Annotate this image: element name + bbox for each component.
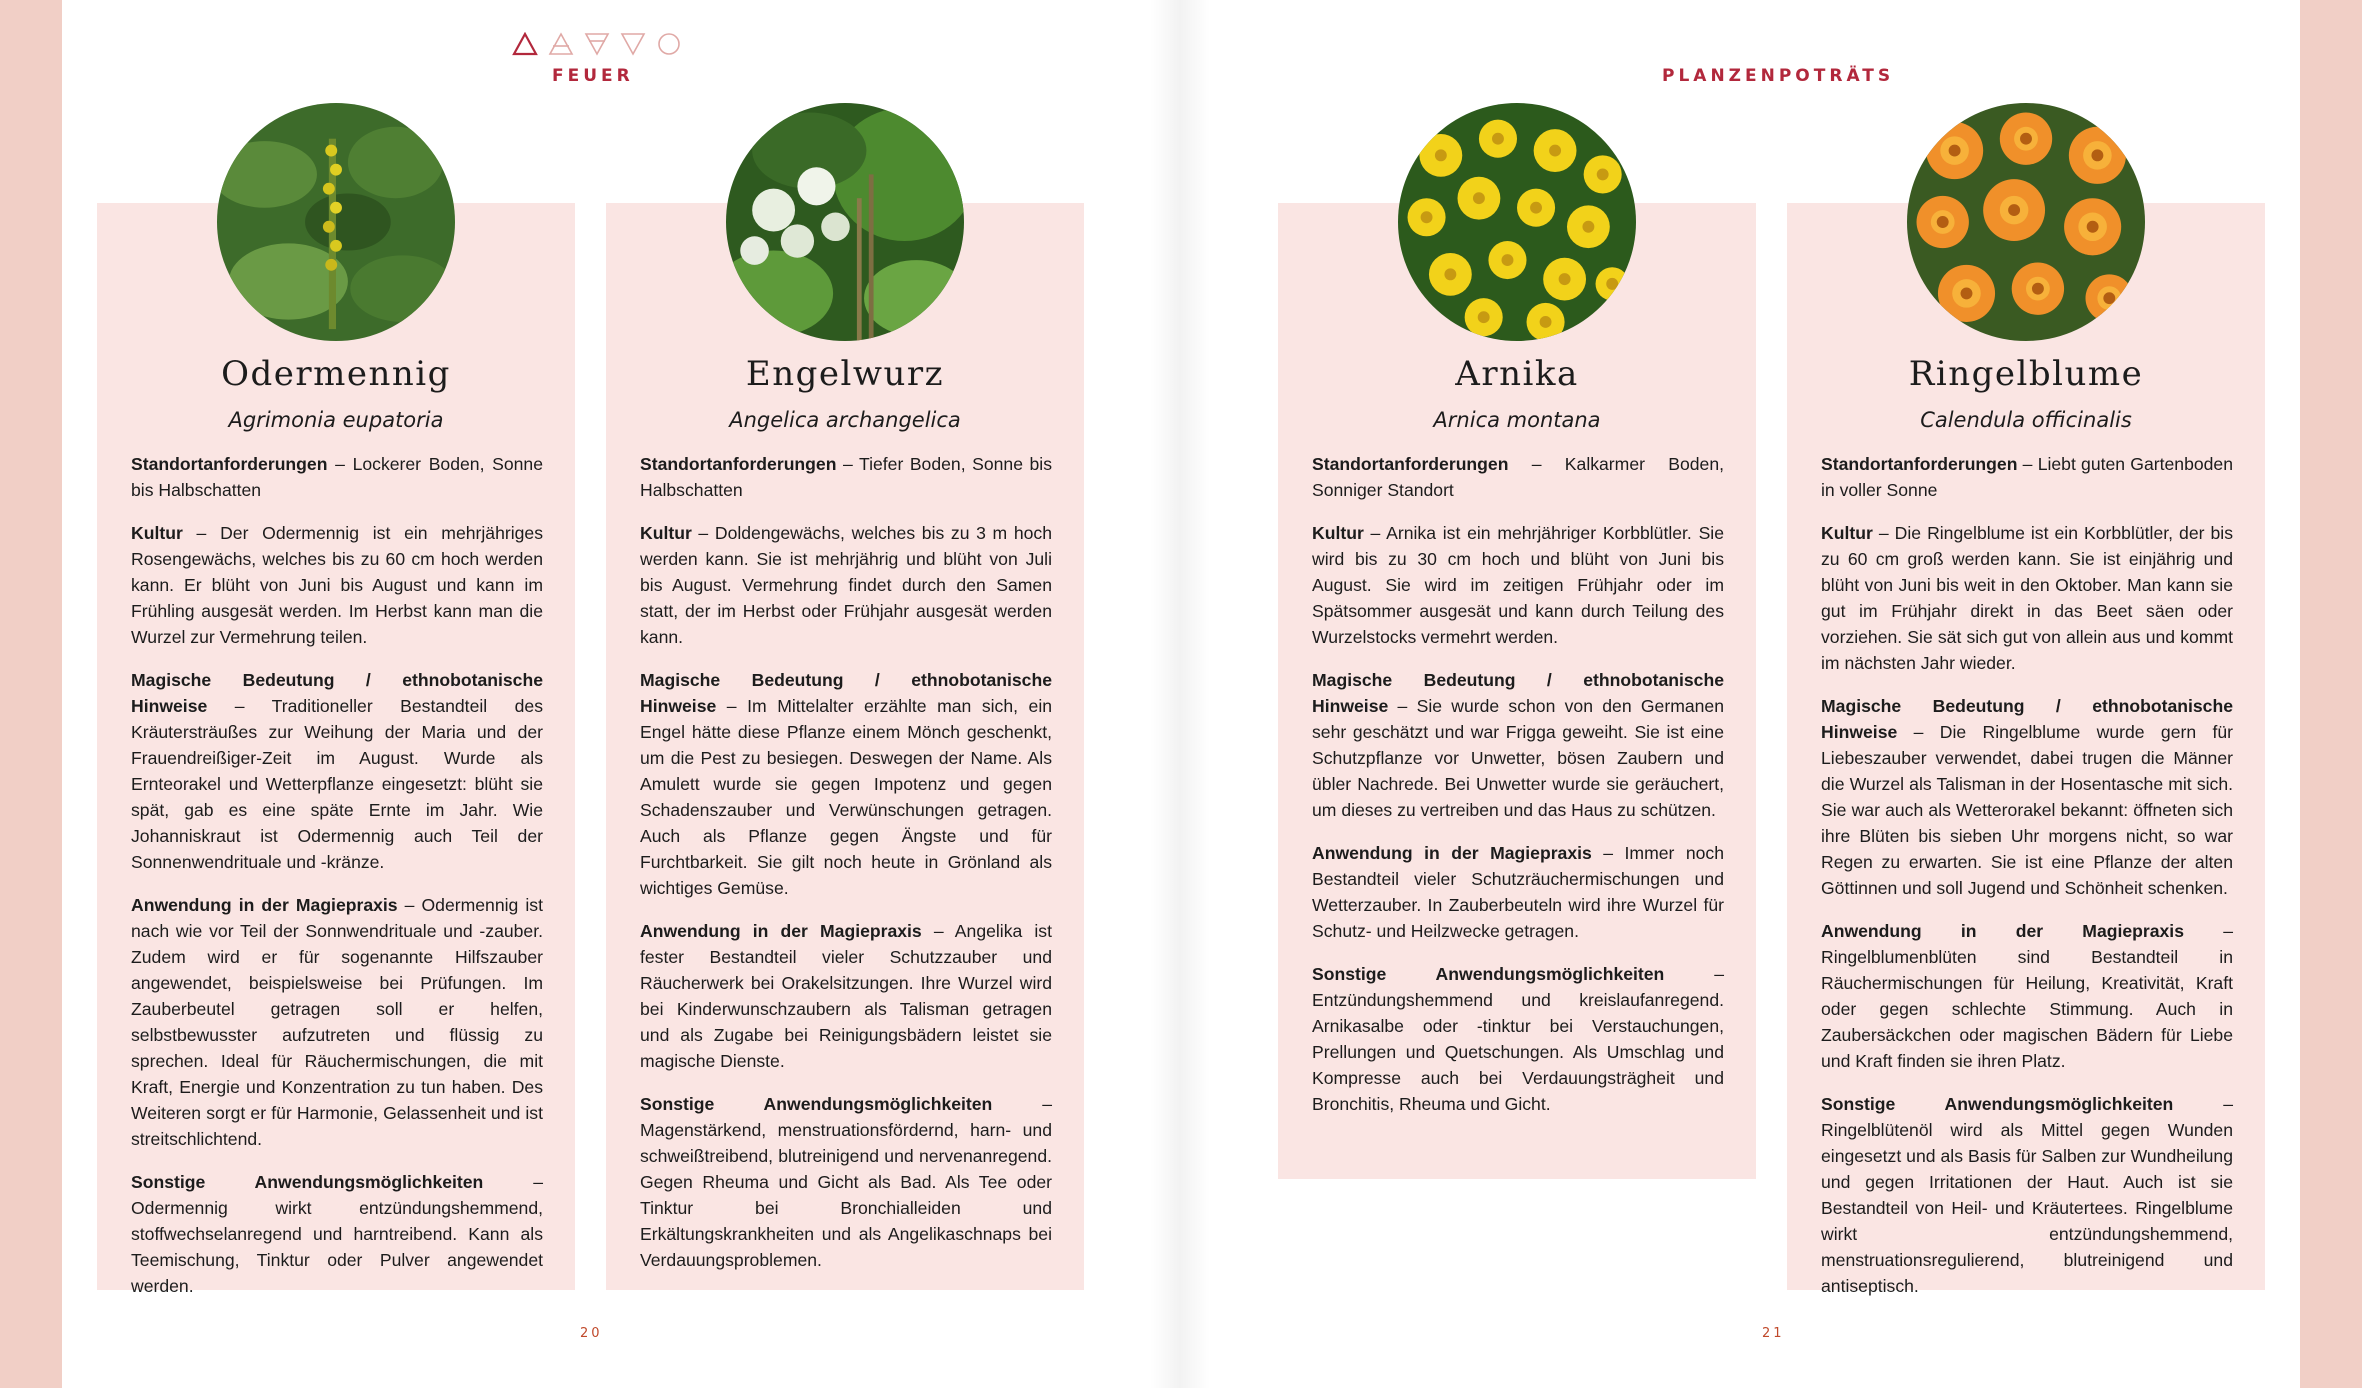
angelica-photo xyxy=(726,103,964,341)
section-standort: Standortanforderungen – Kalkarmer Boden, Sonniger Standort xyxy=(1312,454,1724,500)
section-anwendung: Anwendung in der Magiepraxis – Immer noch Bestandteil vieler Schutzräuchermischungen und Wetterzauber. In Zauberbeuteln wird ihre Wurzel für Schutz- und Heilzwecke getragen. xyxy=(1312,843,1724,941)
spirit-circle-icon xyxy=(656,32,682,56)
section-sonstige: Sonstige Anwendungsmöglichkeiten – Magenstärkend, menstruationsfördernd, harn- und schweißtreibend, blutreinigend und nervenanregend. Gegen Rheuma und Gicht als Bad. Als Tee oder Tinktur bei Bronchialleiden und Erkältungskrankheiten und als Angelikaschnaps bei Verdauungsproblemen. xyxy=(640,1094,1052,1270)
section-anwendung: Anwendung in der Magiepraxis – Ringelblumenblüten sind Bestandteil in Räuchermischungen für Heilung, Kreativität, Kraft oder gegen schlechte Stimmung. Auch in Zaubersäckchen oder magischen Bädern für Liebe und Kraft finden sie ihren Platz. xyxy=(1821,921,2233,1071)
plant-name: Arnika xyxy=(1455,354,1579,394)
section-title-left: FEUER xyxy=(552,66,634,86)
section-magische-bedeutung: Magische Bedeutung / ethnobotanische Hinweise – Traditioneller Bestandteil des Kräutersträußes zur Weihung der Maria und der Frauendreißiger-Zeit im August. Wurde als Ernteorakel und Wetterpflanze eingesetzt: blüht sie spät, gab es eine späte Ernte im Jahr. Wie Johanniskraut ist Odermennig auch Teil der Sonnenwendrituale und -kränze. xyxy=(131,670,543,872)
section-sonstige: Sonstige Anwendungsmöglichkeiten – Ringelblütenöl wird als Mittel gegen Wunden eingesetzt und als Basis für Salben zur Wundheilung und gegen Irritationen der Haut. Auch ist sie Bestandteil von Heil- und Kräutertees. Ringelblume wirkt entzündungshemmend, menstruationsregulierend, blutreinigend und antiseptisch. xyxy=(1821,1094,2233,1296)
air-triangle-icon xyxy=(548,32,574,56)
section-magische-bedeutung: Magische Bedeutung / ethnobotanische Hinweise – Sie wurde schon von den Germanen sehr geschätzt und war Frigga geweiht. Sie ist eine Schutzpflanze vor Unwetter, bösen Zaubern und übler Nachrede. Bei Unwetter wurde sie geräuchert, um dieses zu vertreiben und das Haus zu schützen. xyxy=(1312,670,1724,820)
arnica-photo xyxy=(1398,103,1636,341)
section-standort: Standortanforderungen – Lockerer Boden, Sonne bis Halbschatten xyxy=(131,454,543,500)
plant-name: Engelwurz xyxy=(745,354,945,394)
plant-card-odermennig xyxy=(97,203,575,1296)
section-anwendung: Anwendung in der Magiepraxis – Odermennig ist nach wie vor Teil der Sonnwendrituale und -zauber. Zudem wird er für sogenannte Hilfszauber angewendet, beispielsweise bei Prüfungen. Im Zauberbeutel getragen soll er helfen, selbstbewusster aufzutreten und flüssig zu sprechen. Ideal für Räuchermischungen, die mit Kraft, Energie und Konzentration zu tun haben. Des Weiteren sorgt er für Harmonie, Gelassenheit und ist streitschlichtend. xyxy=(131,895,543,1149)
agrimony-photo xyxy=(217,103,455,341)
section-kultur: Kultur – Die Ringelblume ist ein Korbblütler, der bis zu 60 cm groß werden kann. Sie ist einjährig und blüht von Juni bis weit in den Oktober. Man kann sie gut im Frühjahr direkt in das Beet säen oder vorziehen. Sie sät sich gut von allein aus und kommt im nächsten Jahr wieder. xyxy=(1821,523,2233,673)
section-magische-bedeutung: Magische Bedeutung / ethnobotanische Hinweise – Die Ringelblume wurde gern für Liebeszauber verwendet, dabei trugen die Männer die Wurzel als Talisman in der Hosentasche mit sich. Sie war auch als Wetterorakel bekannt: öffneten sich ihre Blüten bis sieben Uhr morgens nicht, so war Regen zu erwarten. Sie ist eine Pflanze der alten Göttinnen und soll Jugend und Schönheit schenken. xyxy=(1821,696,2234,898)
plant-latin-name: Agrimonia eupatoria xyxy=(228,408,444,432)
fire-triangle-icon xyxy=(512,32,538,56)
section-kultur: Kultur – Der Odermennig ist ein mehrjähriges Rosengewächs, welches bis zu 60 cm hoch werden kann. Er blüht von Juni bis August und kann im Frühling ausgesät werden. Im Herbst kann man die Wurzel zur Vermehrung teilen. xyxy=(131,523,543,647)
plant-description xyxy=(640,451,1052,1290)
section-standort: Standortanforderungen – Tiefer Boden, Sonne bis Halbschatten xyxy=(640,454,1052,500)
section-title-right: PLANZENPOTRÄTS xyxy=(1662,66,1895,86)
calendula-photo xyxy=(1907,103,2145,341)
plant-description xyxy=(1312,451,1724,1134)
section-kultur: Kultur – Arnika ist ein mehrjähriger Korbblütler. Sie wird bis zu 30 cm hoch und blüht von Juni bis August. Sie wird im zeitigen Frühjahr oder im Spätsommer ausgesät und kann durch Teilung des Wurzelstocks vermehrt werden. xyxy=(1312,523,1725,647)
section-sonstige: Sonstige Anwendungsmöglichkeiten – Odermennig wirkt entzündungshemmend, stoffwechselanregend und harntreibend. Kann als Teemischung, Tinktur oder Pulver angewendet werden. xyxy=(131,1172,543,1296)
plant-card-engelwurz xyxy=(606,203,1084,1290)
section-standort: Standortanforderungen – Liebt guten Gartenboden in voller Sonne xyxy=(1821,454,2234,500)
element-symbols xyxy=(512,32,682,56)
plant-description xyxy=(131,451,543,1316)
plant-description xyxy=(1821,451,2233,1316)
plant-name: Odermennig xyxy=(221,354,451,394)
water-triangle-icon xyxy=(584,32,610,56)
plant-latin-name: Angelica archangelica xyxy=(729,408,961,432)
page-number-left: 20 xyxy=(580,1326,603,1341)
earth-triangle-icon xyxy=(620,32,646,56)
section-kultur: Kultur – Doldengewächs, welches bis zu 3 m hoch werden kann. Sie ist mehrjährig und blüht von Juli bis August. Vermehrung findet durch den Samen statt, der im Herbst oder Frühjahr ausgesät werden kann. xyxy=(640,523,1052,647)
plant-latin-name: Arnica montana xyxy=(1433,408,1601,432)
plant-name: Ringelblume xyxy=(1908,354,2144,394)
plant-card-ringelblume xyxy=(1787,203,2265,1296)
section-sonstige: Sonstige Anwendungsmöglichkeiten – Entzündungshemmend und kreislaufanregend. Arnikasalbe oder -tinktur bei Verstauchungen, Prellungen und Quetschungen. Als Umschlag und Kompresse auch bei Verdauungsträgheit und Bronchitis, Rheuma und Gicht. xyxy=(1312,964,1724,1114)
book-gutter xyxy=(1150,0,1210,1388)
plant-latin-name: Calendula officinalis xyxy=(1920,408,2132,432)
page-number-right: 21 xyxy=(1762,1326,1785,1341)
section-anwendung: Anwendung in der Magiepraxis – Angelika ist fester Bestandteil vieler Schutzzauber und Räucherwerk bei Orakelsitzungen. Ihre Wurzel wird bei Kinderwunschzaubern als Talisman getragen und als Zugabe bei Reinigungsbädern leistet sie magische Dienste. xyxy=(640,921,1052,1071)
plant-card-arnika xyxy=(1278,203,1756,1179)
section-magische-bedeutung: Magische Bedeutung / ethnobotanische Hinweise – Im Mittelalter erzählte man sich, ein Engel hätte diese Pflanze einem Mönch geschenkt, um die Pest zu besiegen. Deswegen der Name. Als Amulett wurde sie gegen Impotenz und gegen Schadenszauber und Verwünschungen getragen. Auch als Pflanze gegen Ängste und für Furchtbarkeit. Sie gilt noch heute in Grönland als wichtiges Gemüse. xyxy=(640,670,1053,898)
